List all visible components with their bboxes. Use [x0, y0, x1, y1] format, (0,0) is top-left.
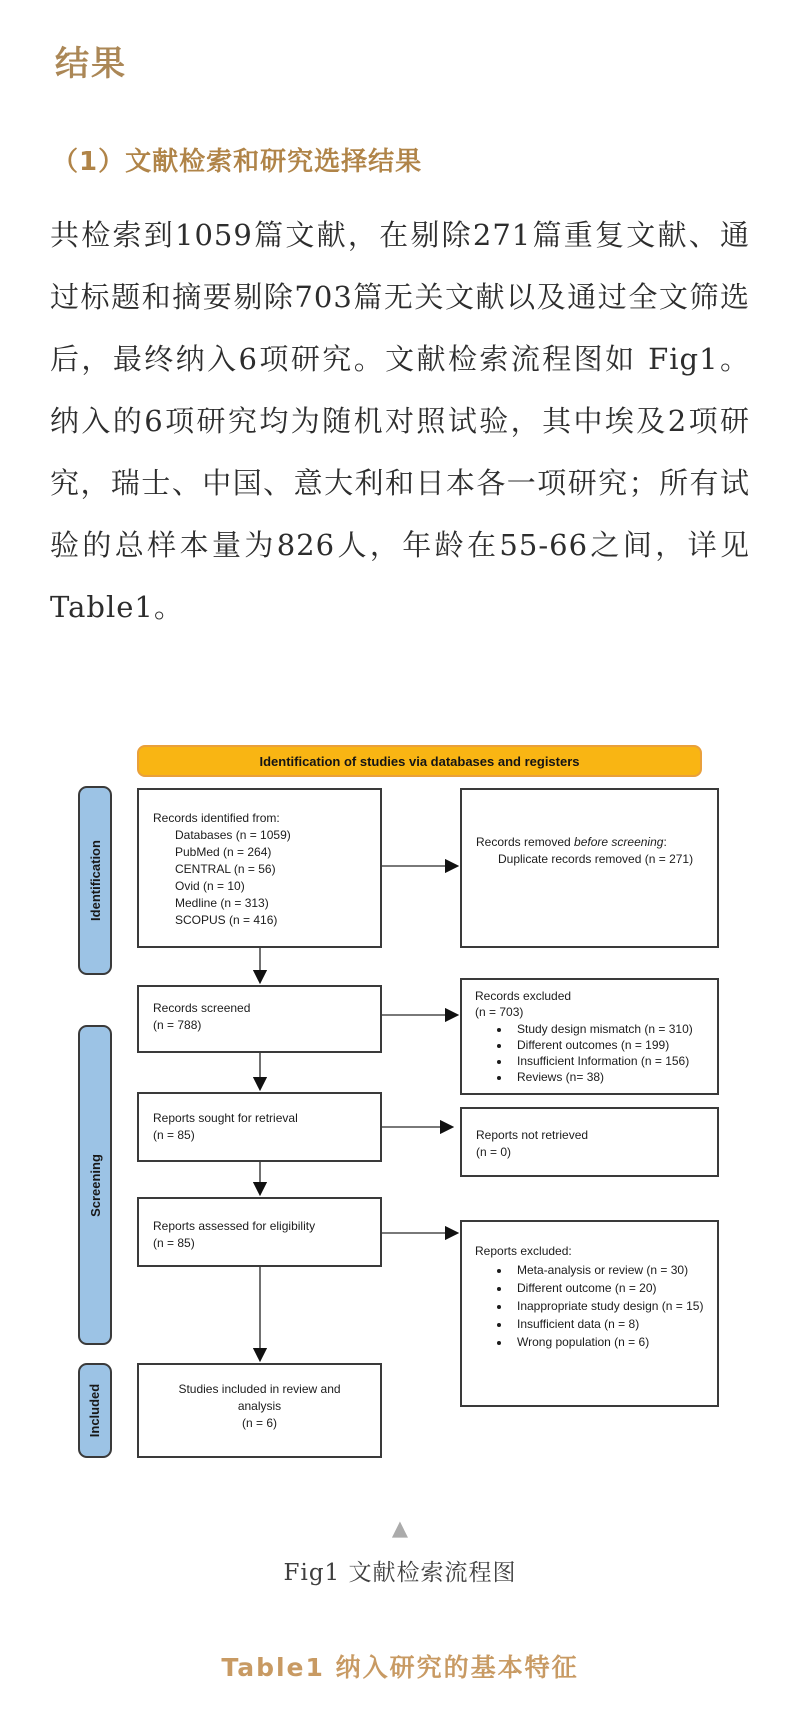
list-item: analysis	[237, 1399, 282, 1413]
list-item: Reports not retrieved	[476, 1128, 589, 1142]
body-paragraph: 共检索到1059篇文献，在剔除271篇重复文献、通过标题和摘要剔除703篇无关文献以及通过全文筛选后，最终纳入6项研究。文献检索流程图如 Fig1。纳入的6项研究均为随机对照试验，其中埃及2项研究，瑞士、中国、意大利和日本各一项研究；所有试验的总样本量为826人，年龄在55-66之间，详见Table1。	[50, 218, 750, 624]
list-item: (n = 0)	[476, 1145, 512, 1159]
stage-screening-text: Screening	[87, 1153, 103, 1217]
list-item: Reports assessed for eligibility	[153, 1219, 316, 1233]
list-item: • Reviews (n= 38)	[511, 1069, 709, 1085]
list-item: • Different outcomes (n = 199)	[511, 1037, 709, 1053]
stage-identification-text: Identification	[87, 840, 103, 921]
flow-arrows	[0, 740, 800, 1480]
list-item: Records excluded	[475, 989, 572, 1003]
list-item: (n = 703)	[475, 1005, 524, 1019]
records-removed-title: Records removed before screening:	[476, 835, 667, 849]
list-item: SCOPUS (n = 416)	[175, 913, 278, 927]
list-item: Medline (n = 313)	[175, 896, 269, 910]
records-identified-title: Records identified from:	[153, 811, 280, 825]
list-item: Studies included in review and	[178, 1382, 341, 1396]
subsection-title: （1）文献检索和研究选择结果	[52, 147, 423, 177]
list-item: • Study design mismatch (n = 310)	[511, 1021, 709, 1037]
list-item: Databases (n = 1059)	[175, 828, 291, 842]
list-item: PubMed (n = 264)	[175, 845, 272, 859]
list-item: (n = 85)	[153, 1128, 195, 1142]
list-item: CENTRAL (n = 56)	[175, 862, 276, 876]
list-item: Reports excluded:	[475, 1244, 572, 1258]
list-item: • Inappropriate study design (n = 15)	[511, 1297, 709, 1315]
list-item: • Insufficient data (n = 8)	[511, 1315, 709, 1333]
list-item: • Insufficient Information (n = 156)	[511, 1053, 709, 1069]
list-item: • Wrong population (n = 6)	[511, 1333, 709, 1351]
stage-included-text: Included	[87, 1383, 103, 1438]
section-title: 结果	[55, 44, 127, 84]
list-item: Ovid (n = 10)	[175, 879, 245, 893]
prisma-header-banner: Identification of studies via databases and registers	[137, 745, 702, 777]
fig-caption: Fig1 文献检索流程图	[283, 1560, 517, 1586]
list-item: Reports sought for retrieval	[153, 1111, 298, 1125]
list-item: Duplicate records removed (n = 271)	[498, 852, 694, 866]
list-item: (n = 85)	[153, 1236, 195, 1250]
list-item: (n = 788)	[153, 1018, 202, 1032]
list-item: (n = 6)	[241, 1416, 277, 1430]
list-item: Records screened	[153, 1001, 251, 1015]
table-caption: Table1 纳入研究的基本特征	[221, 1653, 579, 1682]
list-item: • Different outcome (n = 20)	[511, 1279, 709, 1297]
triangle-up-icon[interactable]: ▲	[391, 1516, 409, 1540]
list-item: • Meta-analysis or review (n = 30)	[511, 1261, 709, 1279]
